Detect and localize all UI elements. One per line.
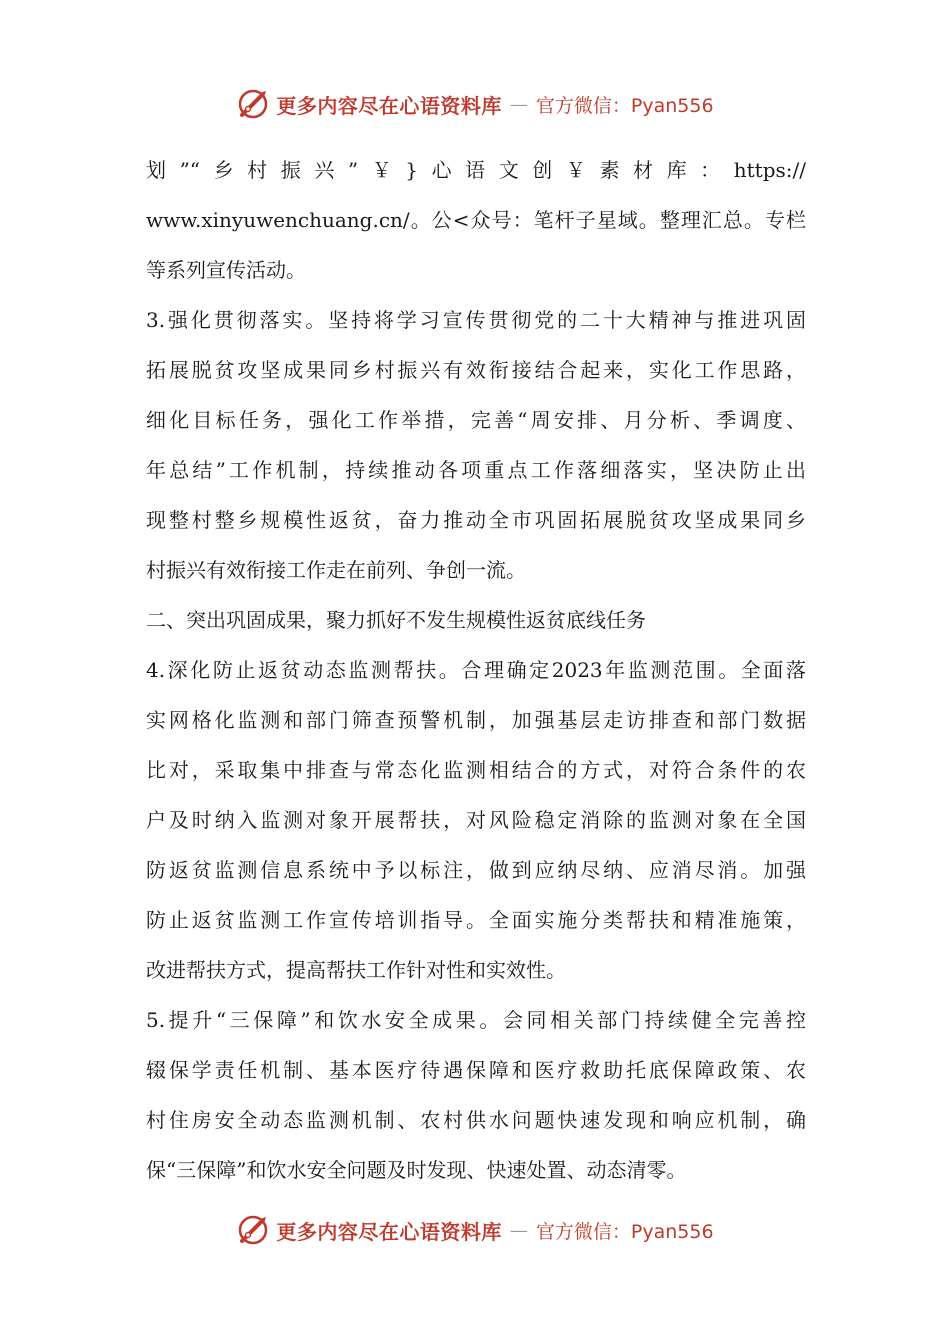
banner-contact: 官方微信：Pyan556 xyxy=(535,1220,714,1243)
text-line: 比对，采取集中排查与常态化监测相结合的方式，对符合条件的农 xyxy=(146,758,806,782)
text-line: 防止返贫监测工作宣传培训指导。全面实施分类帮扶和精准施策， xyxy=(146,908,806,932)
footer-banner xyxy=(0,1208,950,1252)
text-line: 村振兴有效衔接工作走在前列、争创一流。 xyxy=(146,558,526,582)
banner-dash: — xyxy=(509,1219,528,1241)
banner-title: 更多内容尽在心语资料库 xyxy=(276,1219,502,1244)
text-line: 年总结”工作机制，持续推动各项重点工作落细落实，坚决防止出 xyxy=(146,458,806,482)
text-line: 拓展脱贫攻坚成果同乡村振兴有效衔接结合起来，实化工作思路， xyxy=(146,358,806,382)
document-body xyxy=(146,145,806,1195)
text-line: 4.深化防止返贫动态监测帮扶。合理确定2023年监测范围。全面落 xyxy=(146,658,806,682)
text-line: 细化目标任务，强化工作举措，完善“周安排、月分析、季调度、 xyxy=(146,408,806,432)
pen-logo-icon xyxy=(236,87,270,121)
text-line: 划”“乡村振兴”￥}心语文创￥素材库：https:// xyxy=(146,158,806,182)
text-line: www.xinyuwenchuang.cn/。公<众号：笔杆子星域。整理汇总。专栏 xyxy=(146,208,806,232)
banner-title: 更多内容尽在心语资料库 xyxy=(276,93,502,118)
text-line: 实网格化监测和部门筛查预警机制，加强基层走访排查和部门数据 xyxy=(146,708,806,732)
header-banner xyxy=(0,82,950,126)
text-line: 防返贫监测信息系统中予以标注，做到应纳尽纳、应消尽消。加强 xyxy=(146,858,806,882)
section-heading: 二、突出巩固成果，聚力抓好不发生规模性返贫底线任务 xyxy=(146,608,646,632)
pen-logo-icon xyxy=(236,1213,270,1247)
text-line: 村住房安全动态监测机制、农村供水问题快速发现和响应机制，确 xyxy=(146,1108,806,1132)
text-line: 改进帮扶方式，提高帮扶工作针对性和实效性。 xyxy=(146,958,566,982)
text-line: 等系列宣传活动。 xyxy=(146,258,306,282)
text-line: 辍保学责任机制、基本医疗待遇保障和医疗救助托底保障政策、农 xyxy=(146,1058,806,1082)
text-line: 现整村整乡规模性返贫，奋力推动全市巩固拓展脱贫攻坚成果同乡 xyxy=(146,508,806,532)
text-line: 3.强化贯彻落实。坚持将学习宣传贯彻党的二十大精神与推进巩固 xyxy=(146,308,806,332)
banner-dash: — xyxy=(509,93,528,115)
banner-contact: 官方微信：Pyan556 xyxy=(535,94,714,117)
text-line: 保“三保障”和饮水安全问题及时发现、快速处置、动态清零。 xyxy=(146,1158,687,1182)
text-line: 5.提升“三保障”和饮水安全成果。会同相关部门持续健全完善控 xyxy=(146,1008,806,1032)
text-line: 户及时纳入监测对象开展帮扶，对风险稳定消除的监测对象在全国 xyxy=(146,808,806,832)
